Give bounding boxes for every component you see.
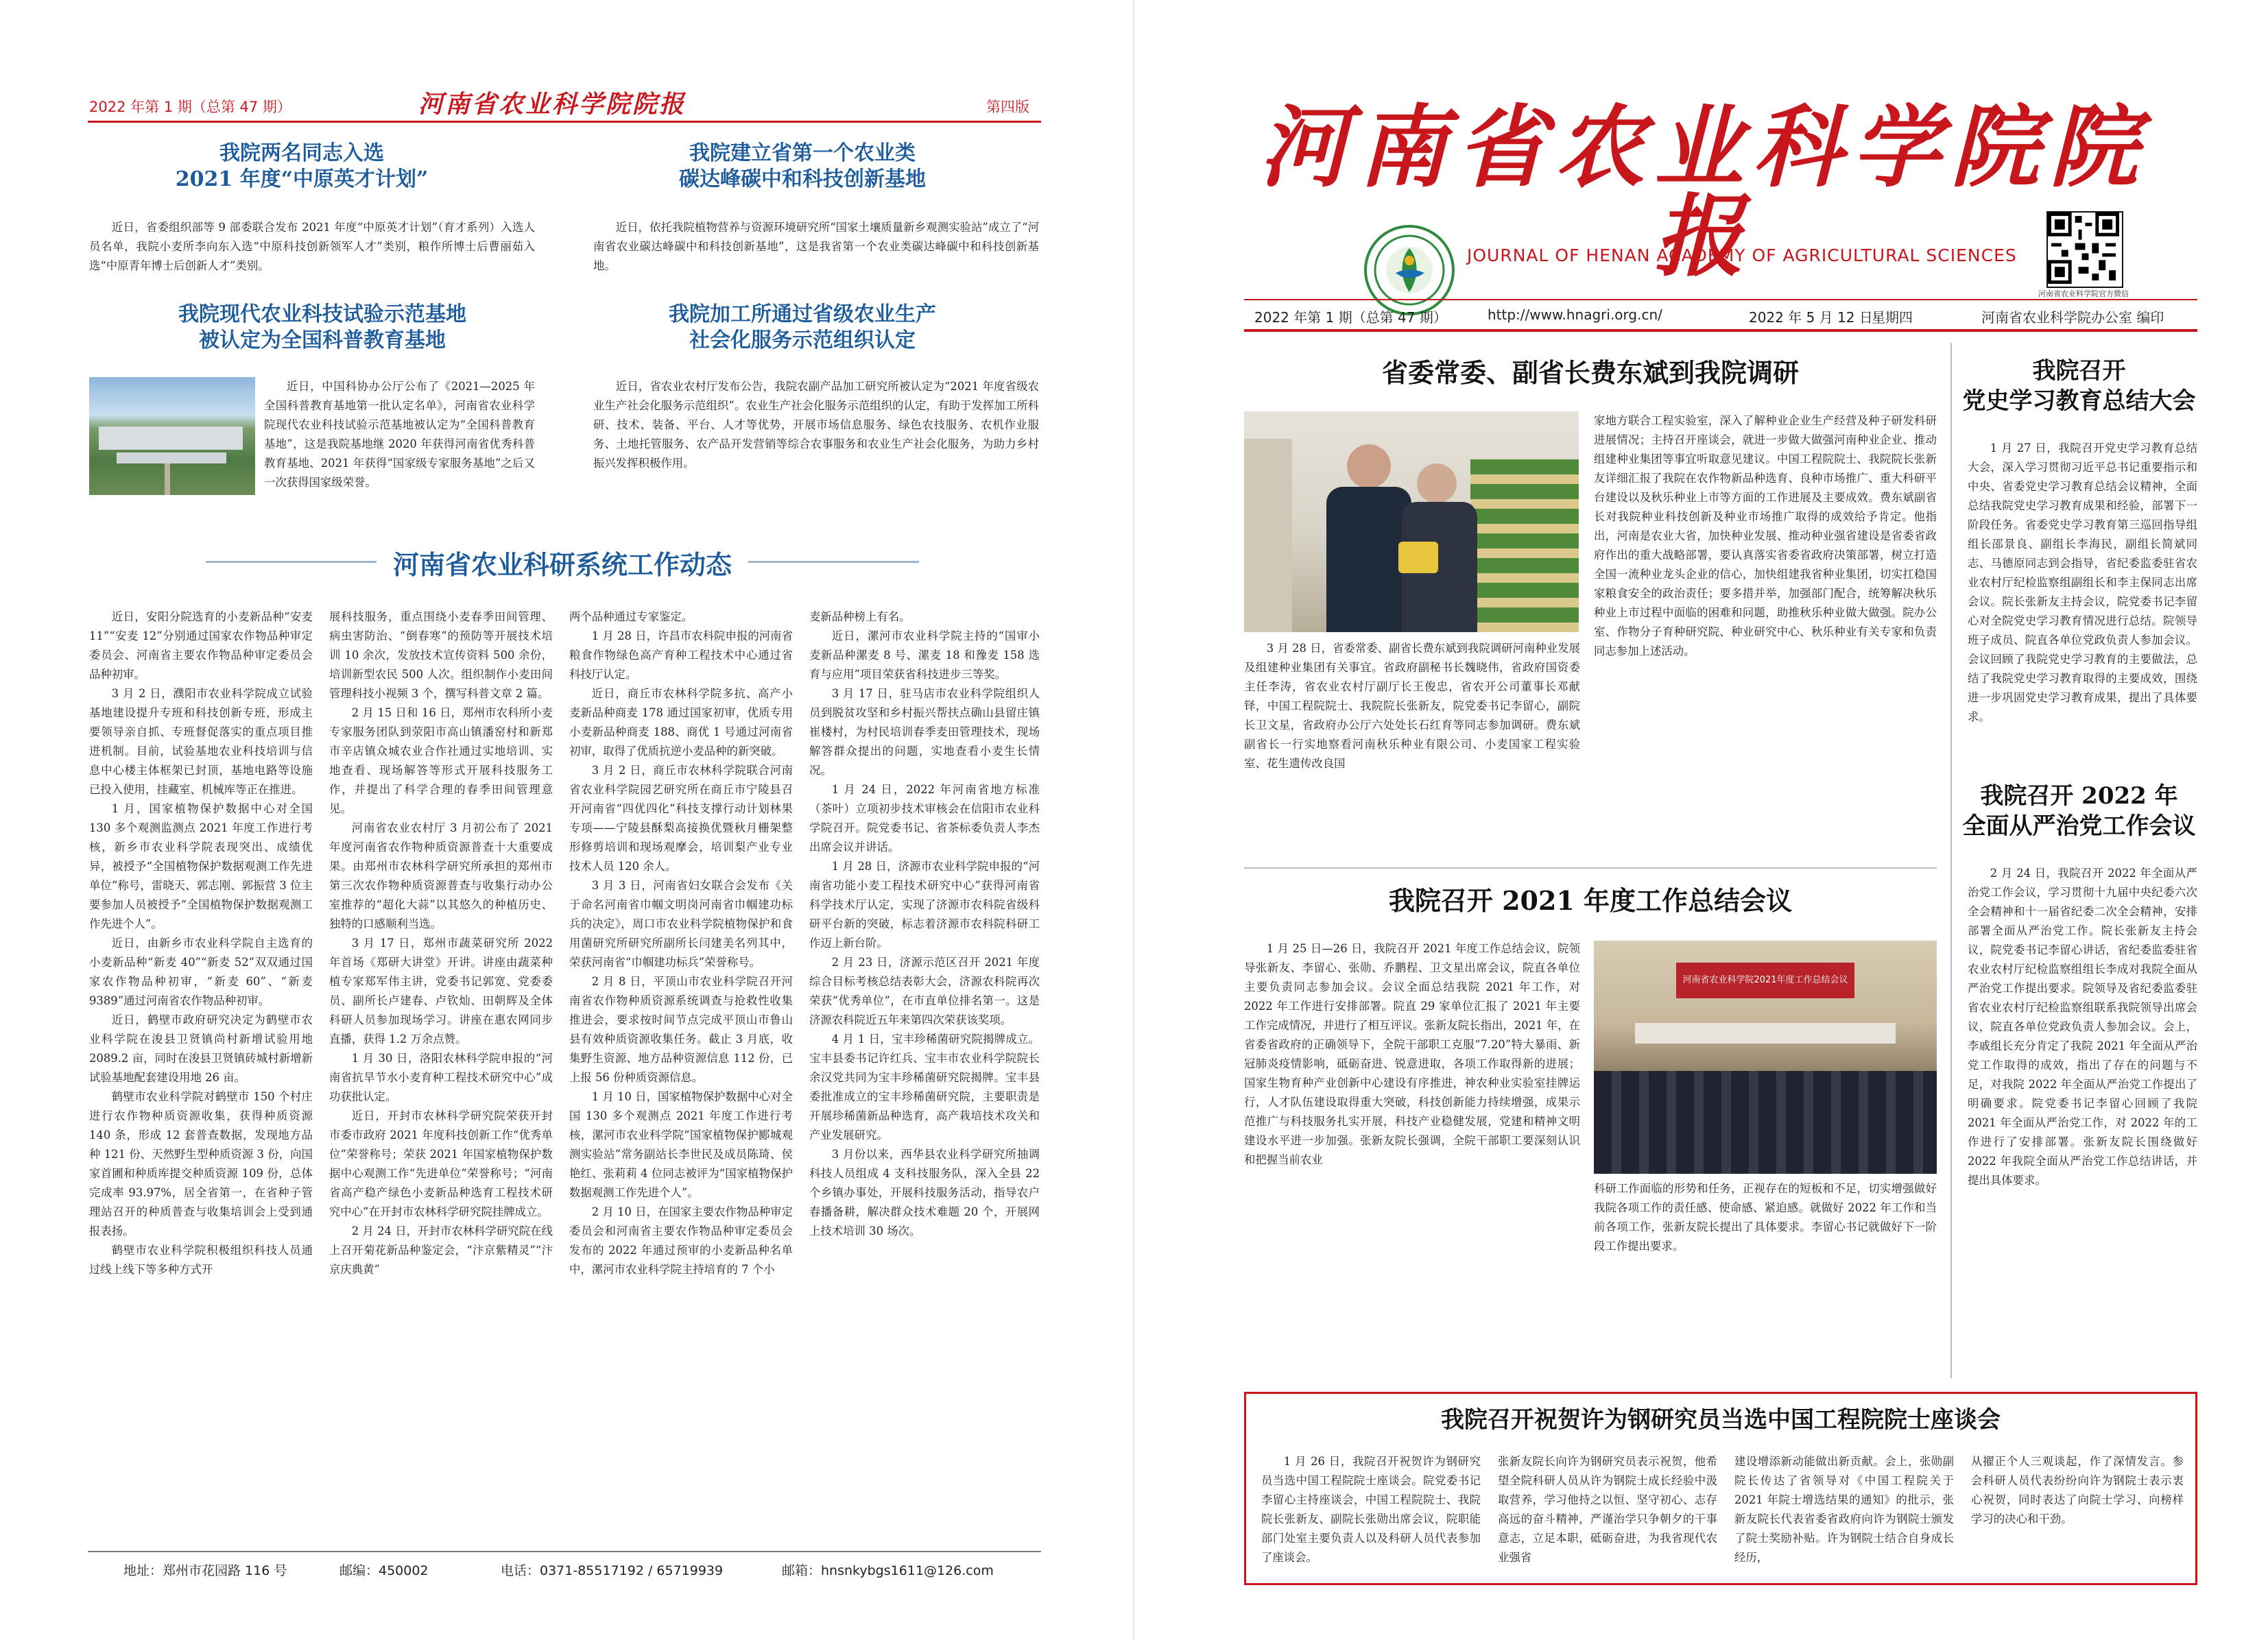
news-item: 近日，由新乡市农业科学院自主选育的小麦新品种“新麦 40”“新麦 52”双双通过国家农作物品种初审，“新麦 60”、“新麦 9389”通过河南省农作物品种初审。 (89, 937, 313, 1007)
footer-email: 邮箱：hnsnkybgs1611@126.com (782, 1563, 994, 1578)
news-item: 3 月份以来，西华县农业科学研究所抽调科技人员组成 4 支科技服务队，深入全县 22 个乡镇办事处，开展科技服务活动，指导农户春播备耕，解决群众技术难题 20 个，开展网上技术培训 30 场次。 (809, 1148, 1040, 1238)
title-line: 我院现代农业科技试验示范基地 (178, 302, 466, 326)
news-item: 2 月 10 日，在国家主要农作物品种审定委员会和河南省主要农作物品种审定委员会发布的 2022 年通过预审的小麦新品种名单中，漯河市农业科学院主持培育的 7 个小 (569, 1205, 793, 1276)
party-history-title (1961, 357, 2197, 416)
news-item: 1 月 24 日，2022 年河南省地方标准（茶叶）立项初步技术审核会在信阳市农业科学院召开。院党委书记、省茶标委负责人李杰出席会议并讲话。 (809, 783, 1040, 854)
masthead-issue: 2022 年第 1 期（总第 47 期） (1254, 309, 1447, 326)
news-item: 2 月 24 日，开封市农林科学研究院在线上召开菊花新品种鉴定会，“汴京紫精灵”“汴京庆典黄” (329, 1225, 553, 1276)
paragraph: 1 月 26 日，我院召开祝贺许为钢研究员当选中国工程院院士座谈会。院党委书记李留心主持座谈会，中国工程院院士、我院院长张新友、副院长张勋出席会议，院职能部门处室主要负责人以及科研人员代表参加了座谈会。 (1261, 1455, 1481, 1564)
lead-title: 省委常委、副省长费东斌到我院调研 (1381, 357, 1799, 388)
article-title-carbon (590, 141, 1015, 193)
lead-photo (1244, 411, 1579, 632)
qr-code-icon (2046, 211, 2123, 288)
news-item: 河南省农业农村厅 3 月初公布了 2021 年度河南省农作物种质资源普查十大重要成果。由郑州市农林科学研究所承担的郑州市第三次农作物种质资源普查与收集行动办公室推荐的“超化大蒜”以其悠久的种植历史、独特的口感顺利当选。 (329, 821, 553, 930)
summary-photo (1594, 941, 1937, 1174)
news-item: 2 月 15 日和 16 日，郑州市农科所小麦专家服务团队到荥阳市高山镇潘窑村和新郑市辛店镇众城农业合作社通过实地培训、实地查看、现场解答等形式开展科技服务工作，并提出了科学合理的春季田间管理意见。 (329, 706, 553, 815)
paragraph: 近日，依托我院植物营养与资源环境研究所“国家土壤质量新乡观测实验站”成立了“河南省农业碳达峰碳中和科技创新基地”，这是我省第一个农业类碳达峰碳中和科技创新基地。 (593, 221, 1039, 272)
dynamics-column-3 (569, 607, 793, 1532)
summary-title: 我院召开 2021 年度工作总结会议 (1388, 885, 1793, 916)
title-line: 被认定为全国科普教育基地 (199, 328, 446, 353)
footer-phone: 电话：0371-85517192 / 65719939 (501, 1563, 724, 1578)
masthead-weekday: 星期四 (1872, 309, 1913, 326)
news-item: 1 月 10 日，国家植物保护数据中心对全国 130 多个观测点 2021 年度工作进行考核，漯河市农业科学院“国家植物保护郾城观测实验站”常务副站长李世民及成员陈琦、侯艳红、张莉莉 4 位同志被评为“国家植物保护数据观测工作先进个人”。 (569, 1090, 793, 1199)
news-item: 2 月 8 日，平顶山市农业科学院召开河南省农作物种质资源系统调查与抢救性收集推进会，要求按时间节点完成平顶山市鲁山县有效种质资源收集任务。截止 3 月底，收集野生资源、地方品种资源信息 112 份，已上报 56 份种质资源信息。 (569, 975, 793, 1084)
paragraph: 科研工作面临的形势和任务，正视存在的短板和不足，切实增强做好我院各项工作的责任感、使命感、紧迫感。就做好 2022 年工作和当前各项工作，张新友院长提出了具体要求。李留心书记就做好下一阶段工作提出要求。 (1594, 1182, 1937, 1253)
news-item: 展科技服务，重点围绕小麦春季田间管理、病虫害防治、“倒春寒”的预防等开展技术培训 10 余次，发放技术宣传资料 500 余份，培训新型农民 500 人次。组织制作小麦田间管理科技小视频 3 个，撰写科普文章 2 篇。 (329, 610, 553, 700)
title-line: 2021 年度“中原英才计划” (175, 167, 429, 192)
summary-body (1244, 939, 1580, 1364)
academician-col-2 (1498, 1452, 1717, 1573)
paragraph: 从擢正个人三观谈起，作了深情发言。参会科研人员代表纷纷向许为钢院士表示衷心祝贺，同时表达了向院士学习、向榜样学习的决心和干劲。 (1971, 1455, 2184, 1526)
road (165, 463, 170, 495)
news-item: 3 月 17 日，郑州市蔬菜研究所 2022 年首场《郑研大讲堂》开讲。讲座由蔬菜种植专家郑军伟主讲，党委书记郭宽、党委委员、副所长卢建春、卢钦灿、田朝辉及全体科研人员参加现场学习。讲座在惠农网同步直播，获得 1.2 万余点赞。 (329, 937, 553, 1046)
dynamics-title-text: 河南省农业科研系统工作动态 (377, 549, 748, 580)
news-item: 近日，开封市农林科学研究院荣获开封市委市政府 2021 年度科技创新工作“优秀单位”荣誉称号；荣获 2021 年国家植物保护数据中心观测工作“先进单位”荣誉称号；“河南省高产稳产绿色小麦新品种选育工程技术研究中心”在开封市农林科学研究院挂牌成立。 (329, 1109, 553, 1218)
academician-title: 我院召开祝贺许为钢研究员当选中国工程院院士座谈会 (1441, 1406, 2001, 1434)
paragraph: 张新友院长向许为钢研究员表示祝贺，他希望全院科研人员从许为钢院士成长经验中汲取营养，学习他持之以恒、坚守初心、志存高远的奋斗精神，严谨治学只争朝夕的干事意志，立足本职，砥砺奋进，为我省现代农业强省 (1498, 1455, 1717, 1564)
news-item: 麦新品种榜上有名。 (809, 610, 911, 623)
meeting-banner-text: 河南省农业科学院2021年度工作总结会议 (1682, 975, 1848, 985)
news-item: 近日，安阳分院选育的小麦新品种“安麦 11”“安麦 12”分别通过国家农作物品种审定委员会、河南省主要农作物品种审定委员会品种初审。 (89, 610, 313, 681)
academician-col-4 (1971, 1452, 2184, 1573)
news-item: 4 月 1 日，宝丰珍稀菌研究院揭牌成立。宝丰县委书记许红兵、宝丰市农业科学院院长余汉党共同为宝丰珍稀菌研究院揭牌。宝丰县委批准成立的宝丰珍稀菌研究院，主要职责是开展珍稀菌新品种选育，高产栽培技术攻关和产业发展研究。 (809, 1033, 1040, 1142)
person-head (1417, 463, 1457, 503)
article-body-science-base (264, 377, 535, 514)
column-divider (1950, 343, 1952, 1378)
footer-address: 地址：郑州市花园路 116 号 (123, 1563, 287, 1578)
header-rule (88, 121, 1041, 123)
article-body-talent (89, 218, 535, 287)
article-title-processing (590, 302, 1015, 354)
article-body-processing (593, 377, 1039, 514)
paragraph: 近日，省农业农村厅发布公告，我院农副产品加工研究所被认定为“2021 年度省级农业生产社会化服务示范组织”。农业生产社会化服务示范组织的认定，有助于发挥加工所科研、技术、装备、平台、人才等优势，开展市场信息服务、绿色农技服务、农机作业服务、土地托管服务、农产品开发营销等综合农事服务和农业生产社会化服务，为助力乡村振兴发挥积极作用。 (593, 380, 1039, 470)
seed-bags (1470, 459, 1579, 632)
masthead-date: 2022 年 5 月 12 日 (1749, 309, 1873, 326)
title-line: 碳达峰碳中和科技创新基地 (679, 167, 926, 192)
divider (1244, 867, 1937, 869)
masthead-title: 河南省农业科学院院报 (1258, 95, 2148, 289)
paragraph: 家地方联合工程实验室，深入了解种业企业生产经营及种子研发科研进展情况；主持召开座谈会，就进一步做大做强河南种业企业、推动组建种业集团等事宜听取意见建议。中国工程院院士、我院院长张新友详细汇报了我院在农作物新品种选育、良种市场推广、重大科研平台建设以及秋乐种业上市等方面的工作进展及主要成效。费东斌副省长对我院种业科技创新及种业市场推广取得的成效给予肯定。他指出，河南是农业大省，加快种业发展、推动种业强省建设是省委省政府作出的重大战略部署，要认真落实省委省政府决策部署，树立打造全国一流种业龙头企业的信心，加快组建我省种业集团，切实扛稳国家粮食安全的政治责任；要多措并举，加强部门配合，统筹解决秋乐种业上市过程中面临的困难和问题，助推秋乐种业做大做强。院办公室、作物分子育种研究院、种业研究中心、秋乐种业有关专家和负责同志参加上述活动。 (1594, 414, 1937, 658)
masthead-editor: 河南省农业科学院办公室 编印 (1981, 309, 2164, 326)
masthead-rule-top (1244, 299, 2197, 300)
article-title-science-base (103, 302, 542, 354)
paragraph: 近日，省委组织部等 9 部委联合发布 2021 年度“中原英才计划”（育才系列）入选人员名单，我院小麦所李向东入选“中原科技创新领军人才”类别，粮作所博士后曹丽茹入选“中原青年博士后创新人才”类别。 (89, 221, 535, 272)
left-logo-text: 河南省农业科学院院报 (418, 90, 687, 119)
paragraph: 建设增添新动能做出新贡献。会上，张勋副院长传达了省领导对《中国工程院关于 2021 年院士增选结果的通知》的批示，张新友院长代表省委省政府向许为钢院士颁发了院士奖励补贴。许为钢院士结合自身成长经历， (1734, 1455, 1954, 1564)
front-page (1134, 0, 2268, 1640)
dynamics-column-2 (329, 607, 553, 1532)
news-item: 1 月 28 日，济源市农业科学院申报的“河南省功能小麦工程技术研究中心”获得河南省科学技术厅认定，实现了济源市农科院省级科研平台新的突破，标志着济源市农科院科研工作迈上新台阶。 (809, 860, 1040, 950)
news-item: 1 月 30 日，洛阳农林科学院申报的“河南省抗旱节水小麦育种工程技术研究中心”成功获批认定。 (329, 1052, 553, 1103)
title-line: 我院加工所通过省级农业生产 (669, 302, 936, 326)
journal-english-title: JOURNAL OF HENAN ACADEMY OF AGRICULTURAL SCIENCES (1467, 245, 2017, 265)
news-item: 两个品种通过专家鉴定。 (569, 610, 693, 623)
news-item: 近日，商丘市农林科学院多抗、高产小麦新品种商麦 178 通过国家初审，优质专用小麦新品种商麦 188、商优 1 号通过河南省初审，取得了优质抗逆小麦品种的新突破。 (569, 687, 793, 758)
qr-caption: 河南省农业科学院官方微信 (2038, 289, 2129, 298)
lead-body (1594, 411, 1937, 922)
strict-party-body (1968, 864, 2197, 1364)
dynamics-column-1 (89, 607, 313, 1532)
news-item: 2 月 23 日，济源示范区召开 2021 年度综合目标考核总结表彰大会，济源农科院再次荣获“优秀单位”，在市直单位排名第一。这是济源农科院近五年来第四次荣获该奖项。 (809, 956, 1040, 1026)
seed-packet (1398, 542, 1438, 573)
left-issue-label: 2022 年第 1 期（总第 47 期） (89, 99, 291, 115)
title-line: 全面从严治党工作会议 (1962, 812, 2196, 840)
paragraph: 2 月 24 日，我院召开 2022 年全面从严治党工作会议，学习贯彻十九届中央纪委六次全会精神和十一届省纪委二次全会精神，安排部署全面从严治党工作。院长张新友主持会议，院党委书记李留心讲话，省纪委监委驻省农业农村厅纪检监察组组长李成对我院全面从严治党工作提出要求。院领导及省纪委监委驻省农业农村厅纪检监察组联系我院领导出席会议，院直各单位党政负责人参加会议。会上，李戚组长充分肯定了我院 2021 年全面从严治党工作取得的成效，指出了存在的问题与不足，对我院 2022 年全面从严治党工作提出了明确要求。院党委书记李留心回顾了我院 2021 年全面从严治党工作，对 2022 年的工作进行了安排部署。张新友院长围绕做好 2022 年我院全面从严治党工作总结讲话，并提出具体要求。 (1968, 867, 2197, 1187)
news-item: 3 月 2 日，濮阳市农业科学院成立试验基地建设提升专班和科技创新专班，形成主要领导亲自抓、专班督促落实的重点项目推进机制。目前，试验基地农业科技培训与信息中心楼主体框架已封顶，基地电路等设施已投入使用，挂藏室、机械库等正在推进。 (89, 687, 313, 796)
paragraph: 3 月 28 日，省委常委、副省长费东斌到我院调研河南种业发展及组建种业集团有关事宜。省政府副秘书长魏晓伟，省政府国资委主任李涛，省农业农村厅副厅长王俊忠，省农开公司董事长邓献铎，中国工程院院士、我院院长张新友，院党委书记李留心，副院长卫文星，省政府办公厅六处处长石红育等同志参加调研。费东斌副省长一行实地察看河南秋乐种业有限公司、小麦国家工程实验室、花生遗传改良国 (1244, 642, 1580, 770)
party-history-body (1968, 439, 2197, 775)
footer-rule (88, 1551, 1041, 1552)
article-body-carbon (593, 218, 1039, 287)
title-line: 社会化服务示范组织认定 (689, 328, 916, 353)
academician-col-1 (1261, 1452, 1481, 1573)
title-line: 我院召开 2022 年 (1980, 782, 2178, 810)
masthead-url: http://www.hnagri.org.cn/ (1488, 306, 1662, 323)
qr-pattern (2048, 213, 2119, 284)
news-item: 1 月 28 日，许昌市农科院申报的河南省粮食作物绿色高产育种工程技术中心通过省科技厅认定。 (569, 629, 793, 681)
title-line: 我院召开 (2032, 357, 2126, 385)
news-item: 鹤壁市农业科学院积极组织科技人员通过线上线下等多种方式开 (89, 1244, 313, 1276)
news-item: 鹤壁市农业科学院对鹤壁市 150 个村庄进行农作物种质资源收集，获得种质资源 140 条，形成 12 套普查数据，发现地方品种 121 份、天然野生型种质资源 3 份，向国家首圃和种质库提交种质资源 109 份，总体完成率 93.97%，居全省第一，在省种子管理站召开的种质普查与收集培训会上受到通报表扬。 (89, 1090, 313, 1238)
news-item: 近日，漯河市农业科学院主持的“国审小麦新品种漯麦 8 号、漯麦 18 和豫麦 158 选育与应用”项目荣获省科技进步三等奖。 (809, 629, 1040, 681)
base-aerial-photo (89, 377, 255, 495)
page-label: 第四版 (986, 99, 1029, 115)
academy-emblem-icon (1364, 225, 1455, 315)
footer-zip: 邮编：450002 (339, 1563, 429, 1578)
paragraph: 近日，中国科协办公厅公布了《2021—2025 年全国科普教育基地第一批认定名单》，河南省农业科学院现代农业科技试验示范基地被认定为“全国科普教育基地”，这是我院基地继 2020 年获得河南省优秀科普教育基地、2021 年获得“国家级专家服务基地”之后又一次获得国家级荣誉。 (264, 380, 535, 489)
lead-caption (1244, 639, 1580, 927)
dynamics-title (206, 548, 919, 582)
paragraph: 1 月 25 日—26 日，我院召开 2021 年度工作总结会议，院领导张新友、李留心、张勋、乔鹏程、卫文星出席会议，院直各单位主要负责同志参加会议。会议全面总结我院 2021 年工作，对 2022 年工作进行安排部署。院直 29 家单位汇报了 2021 年主要工作完成情况，并进行了相互评议。张新友院长指出，2021 年，在省委省政府的正确领导下，全院干部职工克服“7.20”特大暴雨、新冠肺炎疫情影响，砥砺奋进、锐意进取，各项工作取得新的进展；国家生物育种产业创新中心建设有序推进，神农种业实验室挂牌运行，人才队伍建设取得重大突破，科技创新能力持续增强，成果示范推广与科技服务扎实开展，科技产业稳健发展，党建和精神文明建设水平进一步加强。张新友院长强调，全院干部职工要深刻认识和把握当前农业 (1244, 942, 1580, 1166)
news-item: 3 月 3 日，河南省妇女联合会发布《关于命名河南省巾帼文明岗河南省巾帼建功标兵的决定》，周口市农业科学院植物保护和食用菌研究所研究所副所长闫建美名列其中，荣获河南省“巾帼建功标兵”荣誉称号。 (569, 879, 793, 969)
title-line: 党史学习教育总结大会 (1962, 387, 2196, 415)
news-item: 1 月，国家植物保护数据中心对全国 130 多个观测监测点 2021 年度工作进行考核，新乡市农业科学院表现突出、成绩优异，被授予“全国植物保护数据观测工作先进单位”称号，雷晓天、郭志刚、郭振营 3 位主要参加人员被授予“全国植物保护数据观测工作先进个人”。 (89, 802, 313, 930)
summary-body-bottom (1594, 1179, 1937, 1364)
greenhouse-block (117, 453, 226, 463)
dynamics-column-4 (809, 607, 1040, 1532)
meeting-banner (1676, 963, 1854, 998)
paragraph: 1 月 27 日，我院召开党史学习教育总结大会，深入学习贯彻习近平总书记重要指示和中央、省委党史学习教育总结会议精神，全面总结我院党史学习教育成果和经验，部署下一阶段任务。省委党史学习教育第三巡回指导组组长邵景良、副组长李海民，副组长简斌同志、马德原同志到会指导，省纪委监委驻省农业农村厅纪检监察组副组长和李主保同志出席会议。院长张新友主持会议，院党委书记李留心对全院党史学习教育情况进行总结。院领导班子成员、院直各单位党政负责人参加会议。会议回顾了我院党史学习教育的主要做法，总结了我院党史学习教育取得的主要成效，围绕进一步巩固党史学习教育成果，提出了具体要求。 (1968, 442, 2197, 723)
seed-shelf (1244, 439, 1292, 632)
strict-party-title (1961, 782, 2197, 841)
news-item: 3 月 2 日，商丘市农林科学院联合河南省农业科学院园艺研究所在商丘市宁陵县召开河南省“四优四化”科技支撑行动计划林果专项——宁陵县酥梨高接换优暨秋月栅架整形修剪培训和现场观摩会，培训梨产业专业技术人员 120 余人。 (569, 764, 793, 873)
academician-col-3 (1734, 1452, 1954, 1573)
title-line: 我院两名同志入选 (219, 141, 384, 165)
article-title-talent (89, 141, 514, 193)
title-line: 我院建立省第一个农业类 (689, 141, 916, 165)
greenhouse-block (99, 426, 243, 450)
audience (1594, 1071, 1937, 1174)
rostrum (1635, 1023, 1896, 1044)
person-head (1347, 444, 1391, 488)
news-item: 近日，鹤壁市政府研究决定为鹤壁市农业科学院在浚县卫贤镇尚村新增试验用地 2089.2 亩，同时在浚县卫贤镇砖城村新增新试验基地配套建设用地 26 亩。 (89, 1013, 313, 1084)
masthead-rule-bottom (1244, 329, 2197, 332)
news-item: 3 月 17 日，驻马店市农业科学院组织人员到脱贫攻坚和乡村振兴帮扶点确山县留庄镇崔楼村，为村民培训春季麦田管理技术，现场解答群众提出的问题，实地查看小麦生长情况。 (809, 687, 1040, 777)
